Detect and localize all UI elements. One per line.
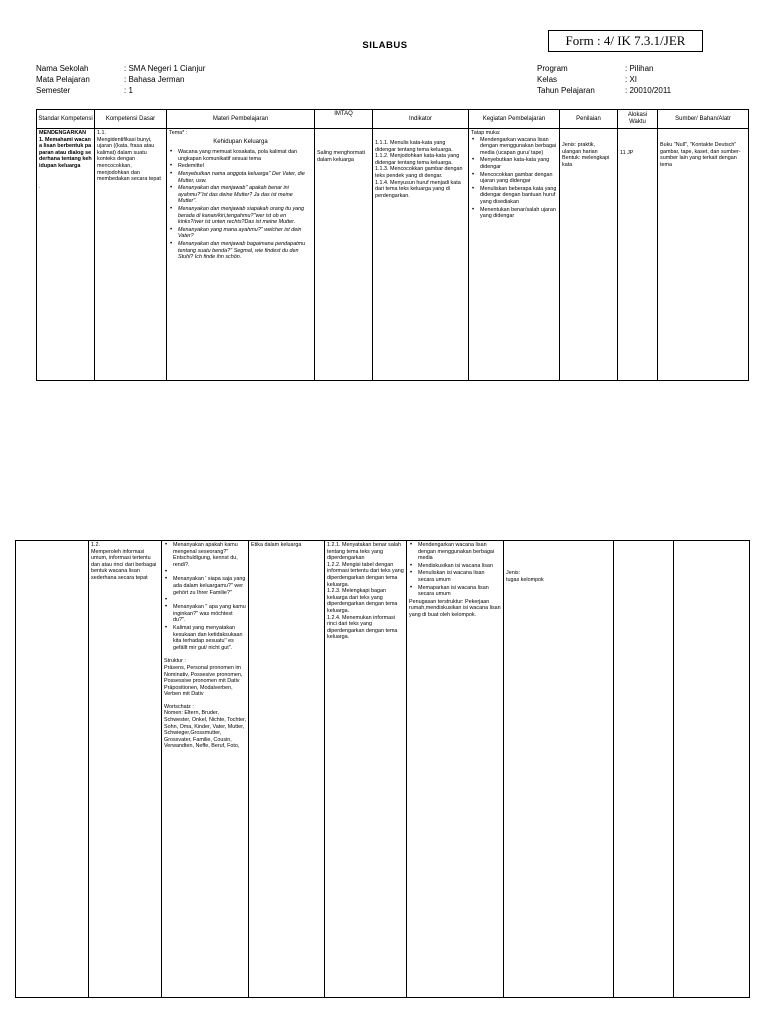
column-header: Penilaian <box>560 110 618 129</box>
form-code: Form : 4/ IK 7.3.1/JER <box>565 33 686 48</box>
meta-row-school <box>36 63 336 74</box>
list-item: • Mendiskusikan isi wacana lisan <box>409 563 501 570</box>
meta-value: : SMA Negeri 1 Cianjur <box>124 64 206 73</box>
column-header: Kompetensi Dasar <box>95 110 167 129</box>
list-item: • Menentukan benar/salah ujaran yang didengar <box>471 207 557 220</box>
kegiatan-label: Tatap muka: <box>471 130 501 136</box>
materi-list <box>164 542 246 651</box>
wortschatz-text: Nomen: Eltern, Bruder, Schwester, Onkel, Nichte, Tochter, Sohn, Oma, Kinder, Vater, Mutter, Schwieger,Grossmutter, Grossvater, Familie, Cousin, Verwandten, Neffe, Beruf, Foto, <box>164 710 246 750</box>
column-header: Kegiatan Pembelajaran <box>469 110 560 129</box>
program-info <box>537 63 737 96</box>
list-item: • Menanyakan yang mana ayahmu?'' welcher ist dein Vater? <box>169 227 312 240</box>
meta-row-semester <box>36 85 336 96</box>
sumber-cell <box>674 541 750 998</box>
syllabus-table-part-1 <box>36 109 749 381</box>
penilaian-cell <box>504 541 614 998</box>
sumber-cell <box>658 129 749 381</box>
list-item: • Menanyakan apakah kamu mengenal seseorang?'' Entschuldigung, kennst du, rendi?. <box>164 542 246 568</box>
column-header: IMTAQ <box>315 110 373 129</box>
list-item: • Wacana yang memuat kosakata, pola kalimat dan ungkapan komunikatif sesuai tema <box>169 149 312 162</box>
tema-label: Tema* : <box>169 130 188 136</box>
list-item: • Mendengarkan wacana lisan dengan menggunakan berbagai media <box>409 542 501 562</box>
column-header: Materi Pembelajaran <box>167 110 315 129</box>
list-item: • Redemittel <box>169 163 312 170</box>
meta-value: : 20010/2011 <box>625 86 672 95</box>
indikator-cell <box>373 129 469 381</box>
kompetensi-cell <box>95 129 167 381</box>
table-row <box>16 541 750 998</box>
meta-value: : XI <box>625 75 638 84</box>
table-row <box>37 129 749 381</box>
syllabus-table-part-2 <box>15 540 750 998</box>
struktur-text: Präsens, Personal pronomen im Nominativ, Possesive pronomen, Possessive pronomen mit Dativ Präpositionen, Modalverben, Verben mit Dativ <box>164 664 243 698</box>
imtaq-text: Saling menghormati dalam keluarga <box>317 150 365 163</box>
kompetensi-text: 1.2. Memperoleh informasi umum, informasi tertentu dan atau rinci dari berbagai bentuk wacana lisan sederhana secara tepat <box>91 542 157 581</box>
standar-cell <box>16 541 89 998</box>
materi-cell <box>162 541 249 998</box>
alokasi-text: 11 JP <box>620 150 634 156</box>
wortschatz-label: Wortschatz : <box>164 703 194 710</box>
tema-title: Kehidupan Keluarga <box>213 138 268 145</box>
list-item: • Menanyakan dan menjawab'' apakah benar ini ayahmu?''ist das deine Mutter? Ja das ist meine Mutter''. <box>169 185 312 205</box>
materi-list <box>169 149 312 261</box>
kegiatan-extra: Penugasan terstruktur: Pekerjaan rumah,mendiskusikan isi wacana lisan yang di buat oleh kelompok. <box>409 598 501 618</box>
penilaian-text: Jenis: tugas kelompok <box>506 570 544 583</box>
list-item: • Menanyakan dan menjawab siapakah orang itu yang berada di kanan/kiri,tengahmu?''wer ist ob en kinks?/wer ist unten rechts?Das ist meine Mutter. <box>169 206 312 226</box>
list-item: • Memaparkan isi wacana lisan secara umum <box>409 585 501 598</box>
meta-row-year <box>537 85 737 96</box>
sumber-text: Buku "Null", "Kontakte Deutsch" gambar, tape, kaset, dan sumber-sumber lain yang terkait dengan tema <box>660 142 741 168</box>
imtaq-text: Etika dalam keluarga <box>251 542 302 548</box>
imtaq-cell <box>249 541 325 998</box>
column-header: Indikator <box>373 110 469 129</box>
materi-cell <box>167 129 315 381</box>
alokasi-cell <box>614 541 674 998</box>
penilaian-cell <box>560 129 618 381</box>
column-header: Sumber/ Bahan/Alatr <box>658 110 749 129</box>
list-item: • Menyebutkan kata-kata yang didengar <box>471 157 557 170</box>
kegiatan-cell <box>407 541 504 998</box>
standar-dot: . <box>39 183 41 190</box>
column-header: Standar Kompetensi <box>37 110 95 129</box>
meta-label: Kelas <box>537 75 558 84</box>
list-item: • Menuliskan isi wacana lisan secara umum <box>409 570 501 583</box>
meta-label: Mata Pelajaran <box>36 75 90 84</box>
meta-value: : Bahasa Jerman <box>124 75 185 84</box>
list-item: • Menyebutkan nama anggota keluarga'' Der Vater, die Mutter, usw. <box>169 171 312 184</box>
list-item: • Menanyakan '' apa yang kamu inginkan?'' was möchtest du?''. <box>164 604 246 624</box>
list-spacer <box>164 597 246 603</box>
struktur-label: Struktur : <box>164 658 186 665</box>
kompetensi-text: 1.1. Mengidentifikasi bunyi, ujaran ((kata, frasa atau kalimat) dalam suatu konteks dengan mencocokkan, menjodohkan dan membedakan secara tepat <box>97 130 161 183</box>
list-item: • Menanyakan ' siapa saja yang ada dalam keluargamu?'' wer gehört zu Ihrer Familie?'' <box>164 576 246 596</box>
imtaq-cell <box>315 129 373 381</box>
indikator-text: 1.1.1. Menulis kata-kata yang didengar tentang tema keluarga. 1.1.2. Menjodohkan kata-kata yang didengar tentang tema keluarga. 1.1.3. Mencocokkan gambar dengan teks pendek yang di dengar. 1.1.4. Menyusun huruf menjadi kata dari tema teks keluarga yang di perdengarkan. <box>375 140 463 199</box>
meta-row-class <box>537 74 737 85</box>
form-code-box <box>548 30 703 52</box>
kegiatan-cell <box>469 129 560 381</box>
column-header: Alokasi Waktu <box>618 110 658 129</box>
table-header-row <box>37 110 749 129</box>
document-title: SILABUS <box>362 40 408 51</box>
standar-cell <box>37 129 95 381</box>
kompetensi-cell <box>89 541 162 998</box>
list-item: • Mencocokkan gambar dengan ujaran yang didengar <box>471 172 557 185</box>
list-spacer <box>164 569 246 575</box>
alokasi-cell <box>618 129 658 381</box>
indikator-cell <box>325 541 407 998</box>
indikator-text: 1.2.1. Menyatakan benar salah tentang tema teks yang diperdengarkan 1.2.2. Mengisi tabel dengan informasi tertentu dari teks yang diperdengarkan dengan tema keluarga. 1.2.3. Melengkapi bagan keluarga dari teks yang diperdengarkan dengan tema keluarga. 1.2.4. Menemukan informasi rinci dari teks yang diperdengarkan dengan tema keluarga. <box>327 542 404 641</box>
meta-label: Semester <box>36 86 71 95</box>
meta-row-subject <box>36 74 336 85</box>
list-item: • Mendengarkan wacana lisan dengan menggunakan berbagai media (ucapan guru/ tape) <box>471 137 557 157</box>
list-item: • Menanyakan dan menjawab bagaimana pendapatmu tentang suatu benda?'' Segmal, wie findest du den Stuhl? Ich finde ihn schön. <box>169 241 312 261</box>
meta-label: Tahun Pelajaran <box>537 86 595 95</box>
school-info <box>36 63 336 96</box>
meta-value: : Pilihan <box>625 64 654 73</box>
penilaian-text: Jenis: praktik, ulangan harian Bentuk: melengkapi kata <box>562 142 610 168</box>
meta-label: Program <box>537 64 568 73</box>
meta-row-program <box>537 63 737 74</box>
list-item: • Menuliskan beberapa kata yang didengar dengan bantuan huruf yang disediakan <box>471 186 557 206</box>
kegiatan-list <box>471 137 557 220</box>
kegiatan-list <box>409 542 501 598</box>
meta-value: : 1 <box>124 86 133 95</box>
standar-text: MENDENGARKAN 1. Memahami wacana lisan berbentuk paparan atau dialog sederhana tentang kehidupan keluarga <box>39 130 92 169</box>
list-item: • Kalimat yang menyatakan kesukaan dan ketidaksukaan kita terhadap sesuatu'' es gefällt mir gut/ nicht gut''. <box>164 625 246 651</box>
meta-label: Nama Sekolah <box>36 64 89 73</box>
